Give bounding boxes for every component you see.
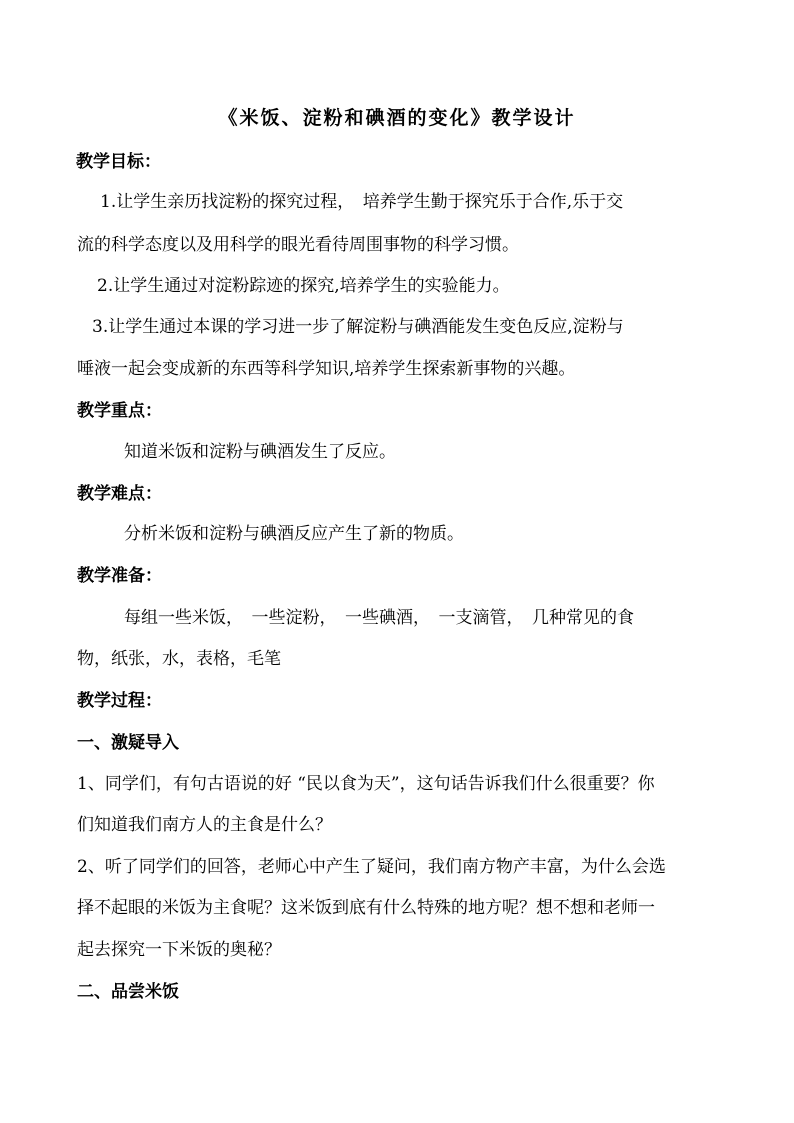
key-point-text: 知道米饭和淀粉与碘酒发生了反应。 <box>124 442 396 462</box>
process-heading: 教学过程： <box>77 691 162 711</box>
difficulty-text: 分析米饭和淀粉与碘酒反应产生了新的物质。 <box>124 524 464 544</box>
objective-3-line-1: 3.让学生通过本课的学习进一步了解淀粉与碘酒能发生变色反应,淀粉与 <box>92 317 624 337</box>
preparation-heading: 教学准备： <box>77 566 162 586</box>
section-1-paragraph-1-line-1: 1、同学们，有句古语说的好 “民以食为天”，这句话告诉我们什么很重要？你 <box>77 774 655 794</box>
document-title: 《米饭、淀粉和碘酒的变化》教学设计 <box>218 107 576 129</box>
section-1-paragraph-1-line-2: 们知道我们南方人的主食是什么？ <box>77 815 332 835</box>
difficulty-heading: 教学难点： <box>77 484 162 504</box>
section-1-paragraph-2-line-2: 择不起眼的米饭为主食呢？这米饭到底有什么特殊的地方呢？想不想和老师一 <box>77 898 655 918</box>
section-2-heading: 二、品尝米饭 <box>77 982 179 1002</box>
objectives-heading: 教学目标： <box>76 152 161 172</box>
objective-1-line-2: 流的科学态度以及用科学的眼光看待周围事物的科学习惯。 <box>77 235 519 255</box>
preparation-line-2: 物，纸张，水，表格，毛笔 <box>77 649 281 669</box>
preparation-line-1: 每组一些米饭， 一些淀粉， 一些碘酒， 一支滴管， 几种常见的食 <box>124 608 634 628</box>
section-1-paragraph-2-line-1: 2、听了同学们的回答，老师心中产生了疑问，我们南方物产丰富，为什么会选 <box>77 857 666 877</box>
objective-1-line-1: 1.让学生亲历找淀粉的探究过程， 培养学生勤于探究乐于合作,乐于交 <box>100 192 624 212</box>
section-1-paragraph-2-line-3: 起去探究一下米饭的奥秘？ <box>77 940 281 960</box>
section-1-heading: 一、激疑导入 <box>77 733 179 753</box>
key-point-heading: 教学重点： <box>77 401 162 421</box>
objective-2: 2.让学生通过对淀粉踪迹的探究,培养学生的实验能力。 <box>97 276 510 296</box>
objective-3-line-2: 唾液一起会变成新的东西等科学知识,培养学生探索新事物的兴趣。 <box>77 359 576 379</box>
